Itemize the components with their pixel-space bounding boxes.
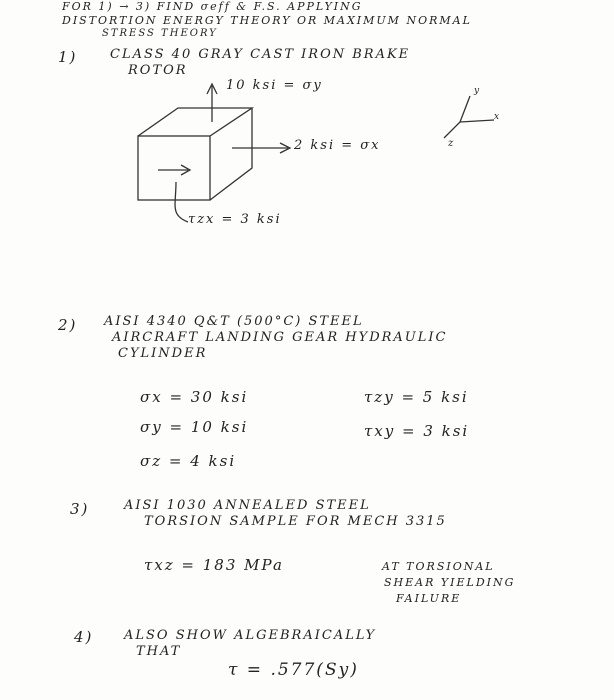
failure-note-3: FAILURE <box>396 592 462 605</box>
tau-formula: τ = .577(Sy) <box>228 660 359 680</box>
tau-xz-value: τxz = 183 MPa <box>144 556 284 574</box>
tau-zy-value: τzy = 5 ksi <box>364 388 469 406</box>
tau-zx-label: τzx = 3 ksi <box>188 212 282 227</box>
axis-x-label: x <box>494 112 502 122</box>
problem-4-line-1: ALSO SHOW ALGEBRAICALLY <box>124 628 377 643</box>
problem-1-number: 1) <box>58 48 78 66</box>
tau-leader-line <box>175 182 188 222</box>
problem-1-title: CLASS 40 GRAY CAST IRON BRAKE <box>110 47 411 62</box>
problem-1-title-cont: ROTOR <box>128 63 188 78</box>
sigma-z-value: σz = 4 ksi <box>140 452 237 470</box>
sigma-y-value: σy = 10 ksi <box>140 418 249 436</box>
problem-2-title-cont-2: CYLINDER <box>118 346 208 361</box>
z-axis-line <box>444 122 460 138</box>
cube-front-face <box>138 136 210 200</box>
axis-y-label: y <box>474 86 482 96</box>
tau-xy-value: τxy = 3 ksi <box>364 422 470 440</box>
sigma-y-label: 10 ksi = σy <box>226 78 323 93</box>
failure-note-2: SHEAR YIELDING <box>384 576 516 589</box>
header-line-3: STRESS THEORY <box>102 28 218 39</box>
problem-4-number: 4) <box>74 628 94 646</box>
problem-2-title: AISI 4340 Q&T (500°C) STEEL <box>104 314 364 329</box>
problem-3-title-cont: TORSION SAMPLE FOR MECH 3315 <box>144 514 447 529</box>
cube-top-face <box>138 108 252 136</box>
axis-z-label: z <box>448 138 456 149</box>
x-axis-line <box>460 120 494 122</box>
problem-4-line-2: THAT <box>136 644 182 659</box>
problem-2-number: 2) <box>58 316 78 334</box>
header-line-1: FOR 1) → 3) FIND σeff & F.S. APPLYING <box>62 0 363 13</box>
header-line-2: DISTORTION ENERGY THEORY OR MAXIMUM NORMAL <box>62 14 472 27</box>
sigma-x-value: σx = 30 ksi <box>140 388 249 406</box>
problem-3-number: 3) <box>70 500 90 518</box>
y-axis-line <box>460 96 470 122</box>
problem-3-title: AISI 1030 ANNEALED STEEL <box>124 498 371 513</box>
failure-note-1: AT TORSIONAL <box>382 560 495 573</box>
problem-2-title-cont: AIRCRAFT LANDING GEAR HYDRAULIC <box>112 330 448 345</box>
sigma-x-label: 2 ksi = σx <box>294 138 381 153</box>
